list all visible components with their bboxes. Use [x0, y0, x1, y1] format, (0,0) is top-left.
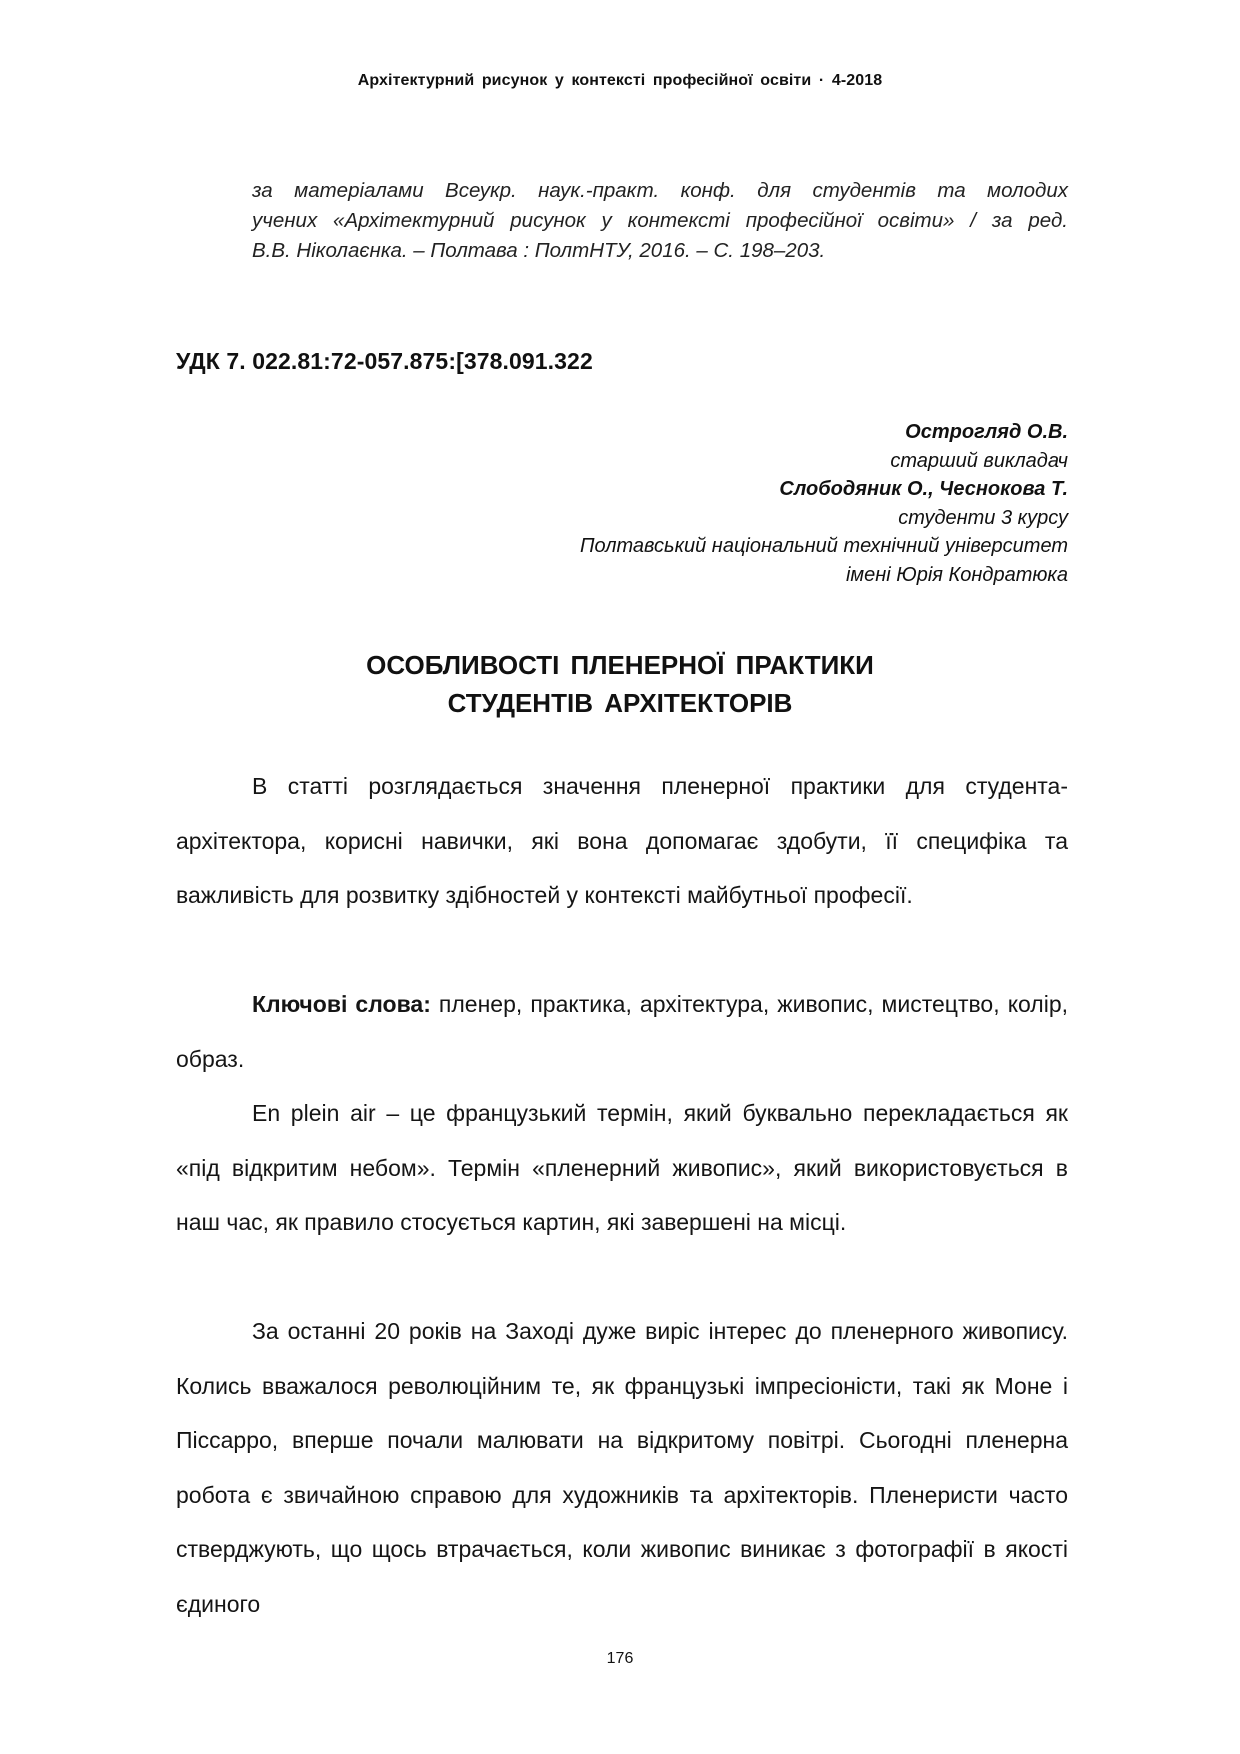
author-role: старший викладач: [890, 449, 1068, 472]
body-paragraph-2: [176, 1304, 1068, 1631]
title-line: СТУДЕНТІВ АРХІТЕКТОРІВ: [447, 688, 793, 718]
abstract-text: В статті розглядається значення пленерної практики для студента-архітектора, корисні навички, які вона допомагає здобути, її специфіка та важливість для розвитку здібностей у контексті майбутньої професії.: [176, 773, 1068, 908]
article-title: [0, 646, 1240, 722]
author-name: Острогляд О.В.: [905, 421, 1068, 443]
keywords: [176, 977, 1068, 1086]
abstract: [176, 759, 1068, 923]
author-role: студенти 3 курсу: [898, 506, 1068, 529]
affiliation: Полтавський національний технічний університет: [580, 535, 1068, 557]
affiliation: імені Юрія Кондратюка: [845, 563, 1068, 586]
title-line: ОСОБЛИВОСТІ ПЛЕНЕРНОЇ ПРАКТИКИ: [366, 650, 874, 680]
body-paragraph-1: [176, 1086, 1068, 1250]
keywords-text: пленер, практика, архітектура, живопис, мистецтво, колір, образ.: [176, 991, 1069, 1072]
paragraph-text: En plein air – це французький термін, який буквально перекладається як «під відкритим небом». Термін «пленерний живопис», який використовується в наш час, як правило стосується картин, які завершені на місці.: [176, 1100, 1068, 1235]
udk-code: УДК 7. 022.81:72-057.875:[378.091.322: [176, 348, 593, 374]
paragraph-text: За останні 20 років на Заході дуже виріс інтерес до пленерного живопису. Колись вважалося революційним те, як французькі імпресіоністи, такі як Моне і Піссарро, вперше почали малювати на відкритому повітрі. Сьогодні пленерна робота є звичайною справою для художників та архітекторів. Пленеристи часто стверджують, що щось втрачається, коли живопис виникає з фотографії в якості єдиного: [176, 1318, 1068, 1617]
citation-line: учених «Архітектурний рисунок у контексті професійної освіти» / за ред.: [252, 209, 1068, 232]
citation-line: за матеріалами Всеукр. наук.-практ. конф. для студентів та молодих: [252, 179, 1068, 202]
page-number: 176: [606, 1650, 634, 1667]
keywords-label: Ключові слова:: [252, 991, 431, 1017]
running-header: Архітектурний рисунок у контексті професійної освіти · 4-2018: [357, 72, 883, 89]
keywords-paragraph: [176, 977, 1068, 1086]
citation-line: В.В. Ніколаєнка. – Полтава : ПолтНТУ, 2016. – С. 198–203.: [252, 239, 826, 262]
authors-block: [580, 418, 1068, 589]
citation-block: [252, 176, 1068, 266]
author-names: Слободяник О., Чеснокова Т.: [779, 478, 1068, 500]
